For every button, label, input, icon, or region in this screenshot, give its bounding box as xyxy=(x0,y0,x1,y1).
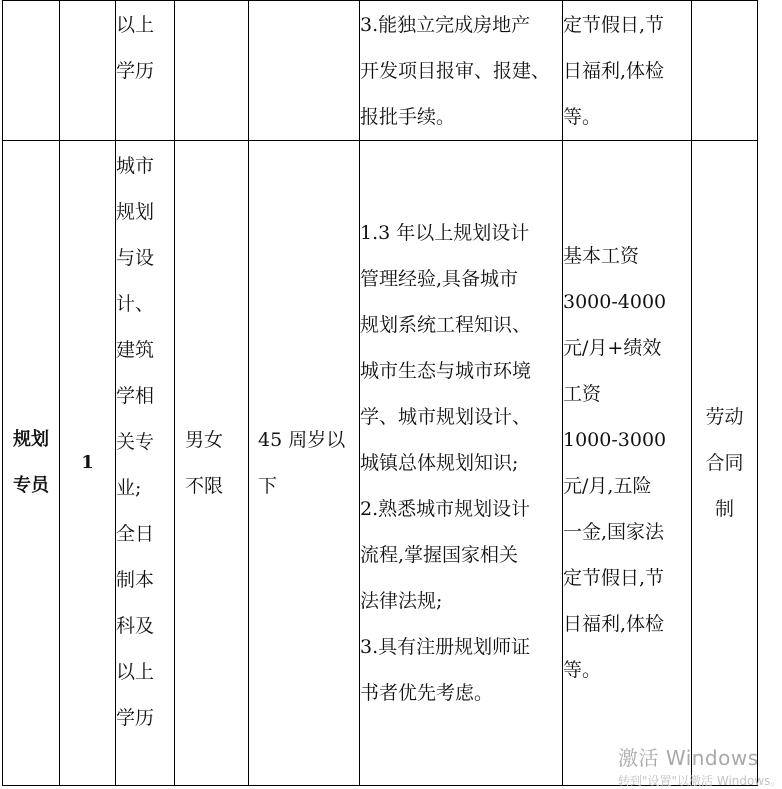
education-line: 业; xyxy=(116,477,142,499)
education-line: 计、 xyxy=(116,293,155,315)
requirement-line: 书者优先考虑。 xyxy=(360,682,494,704)
contract-cell xyxy=(692,141,758,786)
gender-line: 男女 xyxy=(185,429,224,451)
benefit-line: 1000-3000 xyxy=(563,429,667,451)
requirement-line: 2.熟悉城市规划设计 xyxy=(360,498,531,520)
education-line: 以上 xyxy=(116,661,155,683)
benefit-line: 定节假日,节 xyxy=(563,14,665,36)
requirement-line: 城镇总体规划知识; xyxy=(360,452,519,474)
gender-line: 不限 xyxy=(185,475,224,497)
education-line: 学历 xyxy=(116,707,155,729)
contract-line: 合同 xyxy=(705,452,744,474)
position-cell xyxy=(3,1,60,141)
benefit-line: 3000-4000 xyxy=(563,291,667,313)
job-table xyxy=(2,0,758,786)
requirements-cell xyxy=(360,141,563,786)
contract-line: 制 xyxy=(714,498,734,520)
requirement-line: 报批手续。 xyxy=(360,106,456,128)
gender-cell xyxy=(175,141,249,786)
requirement-line: 学、城市规划设计、 xyxy=(360,406,532,428)
education-line: 城市 xyxy=(116,155,155,177)
education-line: 建筑 xyxy=(116,339,155,361)
education-line: 全日 xyxy=(116,523,155,545)
education-line: 与设 xyxy=(116,247,155,269)
activation-watermark-title: 激活 Windows xyxy=(618,746,759,770)
position-line: 专员 xyxy=(13,475,49,496)
activation-watermark-subtitle: 转到"设置"以激活 Windows。 xyxy=(618,774,782,788)
education-cell xyxy=(116,1,175,141)
benefit-line: 一金,国家法 xyxy=(563,521,665,543)
requirement-line: 3.具有注册规划师证 xyxy=(360,636,531,658)
education-line: 制本 xyxy=(116,569,155,591)
benefits-cell xyxy=(563,1,692,141)
requirement-line: 开发项目报审、报建、 xyxy=(360,60,551,82)
benefit-line: 元/月+绩效 xyxy=(563,337,662,359)
age-cell xyxy=(249,1,360,141)
benefit-line: 等。 xyxy=(563,659,602,681)
benefit-line: 日福利,体检 xyxy=(563,60,665,82)
education-line: 学历 xyxy=(116,60,155,82)
education-line: 规划 xyxy=(116,201,155,223)
table-row xyxy=(3,1,758,141)
requirement-line: 1.3 年以上规划设计 xyxy=(360,222,530,244)
gender-cell xyxy=(175,1,249,141)
requirement-line: 3.能独立完成房地产 xyxy=(360,14,531,36)
headcount-cell xyxy=(60,1,116,141)
benefit-line: 日福利,体检 xyxy=(563,613,665,635)
age-line: 45 周岁以 xyxy=(258,429,346,451)
requirement-line: 城市生态与城市环境 xyxy=(360,360,532,382)
position-line: 规划 xyxy=(13,429,49,450)
age-cell xyxy=(249,141,360,786)
table-row xyxy=(3,141,758,786)
contract-cell xyxy=(692,1,758,141)
education-cell xyxy=(116,141,175,786)
requirement-line: 法律法规; xyxy=(360,590,443,612)
education-line: 关专 xyxy=(116,431,155,453)
benefit-line: 等。 xyxy=(563,106,602,128)
requirement-line: 流程,掌握国家相关 xyxy=(360,544,519,566)
benefit-line: 基本工资 xyxy=(563,245,640,267)
contract-line: 劳动 xyxy=(705,406,744,428)
position-cell xyxy=(3,141,60,786)
education-line: 科及 xyxy=(116,615,155,637)
requirement-line: 管理经验,具备城市 xyxy=(360,268,519,290)
benefits-cell xyxy=(563,141,692,786)
education-line: 学相 xyxy=(116,385,155,407)
education-line: 以上 xyxy=(116,14,155,36)
benefit-line: 元/月,五险 xyxy=(563,475,652,497)
age-line: 下 xyxy=(258,475,278,497)
headcount-value: 1 xyxy=(81,452,94,473)
headcount-cell xyxy=(60,141,116,786)
benefit-line: 定节假日,节 xyxy=(563,567,665,589)
requirements-cell xyxy=(360,1,563,141)
requirement-line: 规划系统工程知识、 xyxy=(360,314,532,336)
benefit-line: 工资 xyxy=(563,383,602,405)
